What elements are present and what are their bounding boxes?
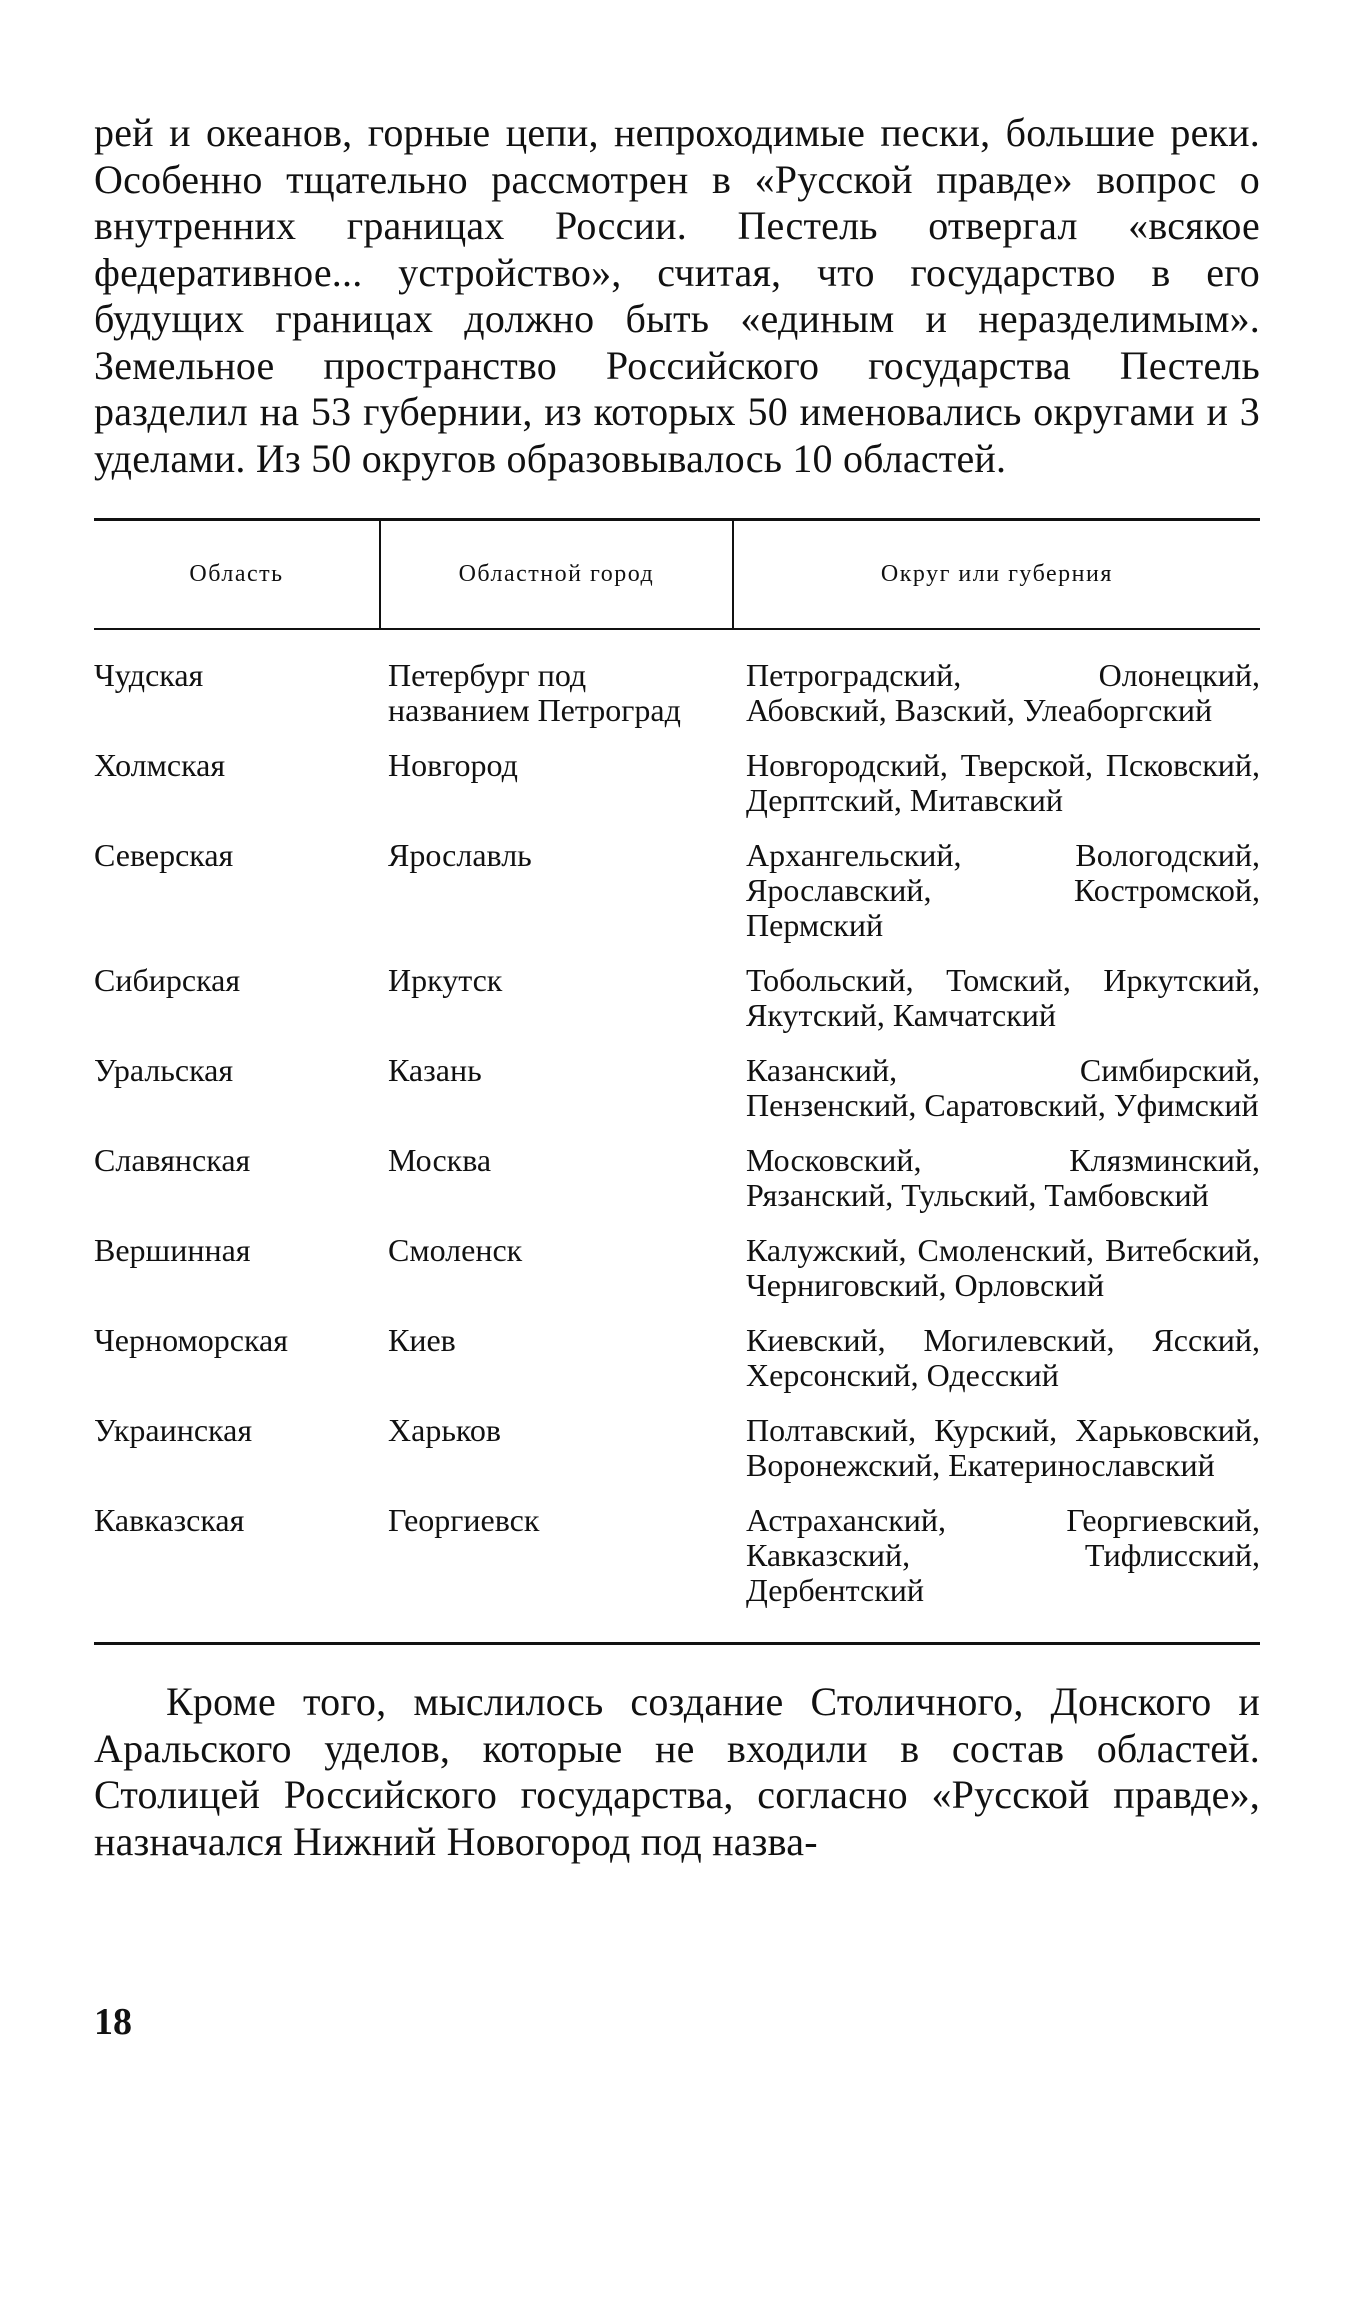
book-page (94, 110, 1260, 1865)
table-row (94, 838, 1260, 943)
districts-cell: Петроградский, Олонецкий, Абовский, Вазский, Улеаборгский (746, 657, 1260, 728)
districts-cell: Киевский, Могилевский, Ясский, Херсонский, Одесский (746, 1322, 1260, 1393)
city-cell: Киев (388, 1322, 456, 1358)
table-row (94, 1323, 1260, 1393)
header-city: Областной город (379, 521, 732, 628)
table-row (94, 1413, 1260, 1483)
table-bottom-rule (94, 1642, 1260, 1645)
region-cell: Украинская (94, 1412, 253, 1448)
districts-cell: Астраханский, Георгиевский, Кавказский, Тифлисский, Дербентский (746, 1502, 1260, 1608)
districts-cell: Калужский, Смоленский, Витебский, Черниговский, Орловский (746, 1232, 1260, 1303)
header-districts: Округ или губерния (732, 521, 1260, 628)
region-cell: Холмская (94, 747, 226, 783)
table-body (94, 630, 1260, 1642)
region-cell: Кавказская (94, 1502, 245, 1538)
table-row (94, 748, 1260, 818)
city-cell: Новгород (388, 747, 518, 783)
table-row (94, 1233, 1260, 1303)
table-row (94, 1053, 1260, 1123)
city-cell: Георгиевск (388, 1502, 540, 1538)
region-cell: Северская (94, 837, 234, 873)
city-cell: Петербург под названием Петроград (388, 657, 681, 728)
districts-cell: Казанский, Симбирский, Пензенский, Саратовский, Уфимский (746, 1052, 1260, 1123)
districts-cell: Архангельский, Вологодский, Ярославский, Костромской, Пермский (746, 837, 1260, 943)
city-cell: Смоленск (388, 1232, 523, 1268)
city-cell: Москва (388, 1142, 492, 1178)
page-number: 18 (94, 2001, 132, 2043)
header-region: Область (189, 561, 284, 587)
region-cell: Сибирская (94, 962, 241, 998)
table-row (94, 1503, 1260, 1608)
intro-paragraph: рей и океанов, горные цепи, непроходимые пески, большие реки. Особенно тщательно рассмотрен в «Русской правде» вопрос о внутренних границах России. Пестель отвергал «всякое федеративное... устройство», считая, что государство в его будущих границах должно быть «единым и неразделимым». Земельное пространство Российского государства Пестель разделил на 53 губернии, из которых 50 именовались округами и 3 уделами. Из 50 округов образовывалось 10 областей. (94, 110, 1260, 481)
table-row (94, 1143, 1260, 1213)
table-row (94, 658, 1260, 728)
city-cell: Харьков (388, 1412, 501, 1448)
table-row (94, 963, 1260, 1033)
districts-cell: Московский, Клязминский, Рязанский, Тульский, Тамбовский (746, 1142, 1260, 1213)
closing-paragraph: Кроме того, мыслилось создание Столичного, Донского и Аральского уделов, которые не входили в состав областей. Столицей Российского государства, согласно «Русской правде», назначался Нижний Новогород под назва- (94, 1679, 1260, 1864)
city-cell: Казань (388, 1052, 482, 1088)
region-cell: Черноморская (94, 1322, 288, 1358)
region-cell: Чудская (94, 657, 204, 693)
region-cell: Вершинная (94, 1232, 251, 1268)
city-cell: Ярославль (388, 837, 532, 873)
districts-cell: Полтавский, Курский, Харьковский, Воронежский, Екатеринославский (746, 1412, 1260, 1483)
table-header (94, 521, 1260, 628)
districts-cell: Новгородский, Тверской, Псковский, Дерптский, Митавский (746, 747, 1260, 818)
districts-cell: Тобольский, Томский, Иркутский, Якутский, Камчатский (746, 962, 1260, 1033)
regions-table (94, 518, 1260, 1645)
region-cell: Уральская (94, 1052, 234, 1088)
region-cell: Славянская (94, 1142, 251, 1178)
city-cell: Иркутск (388, 962, 503, 998)
